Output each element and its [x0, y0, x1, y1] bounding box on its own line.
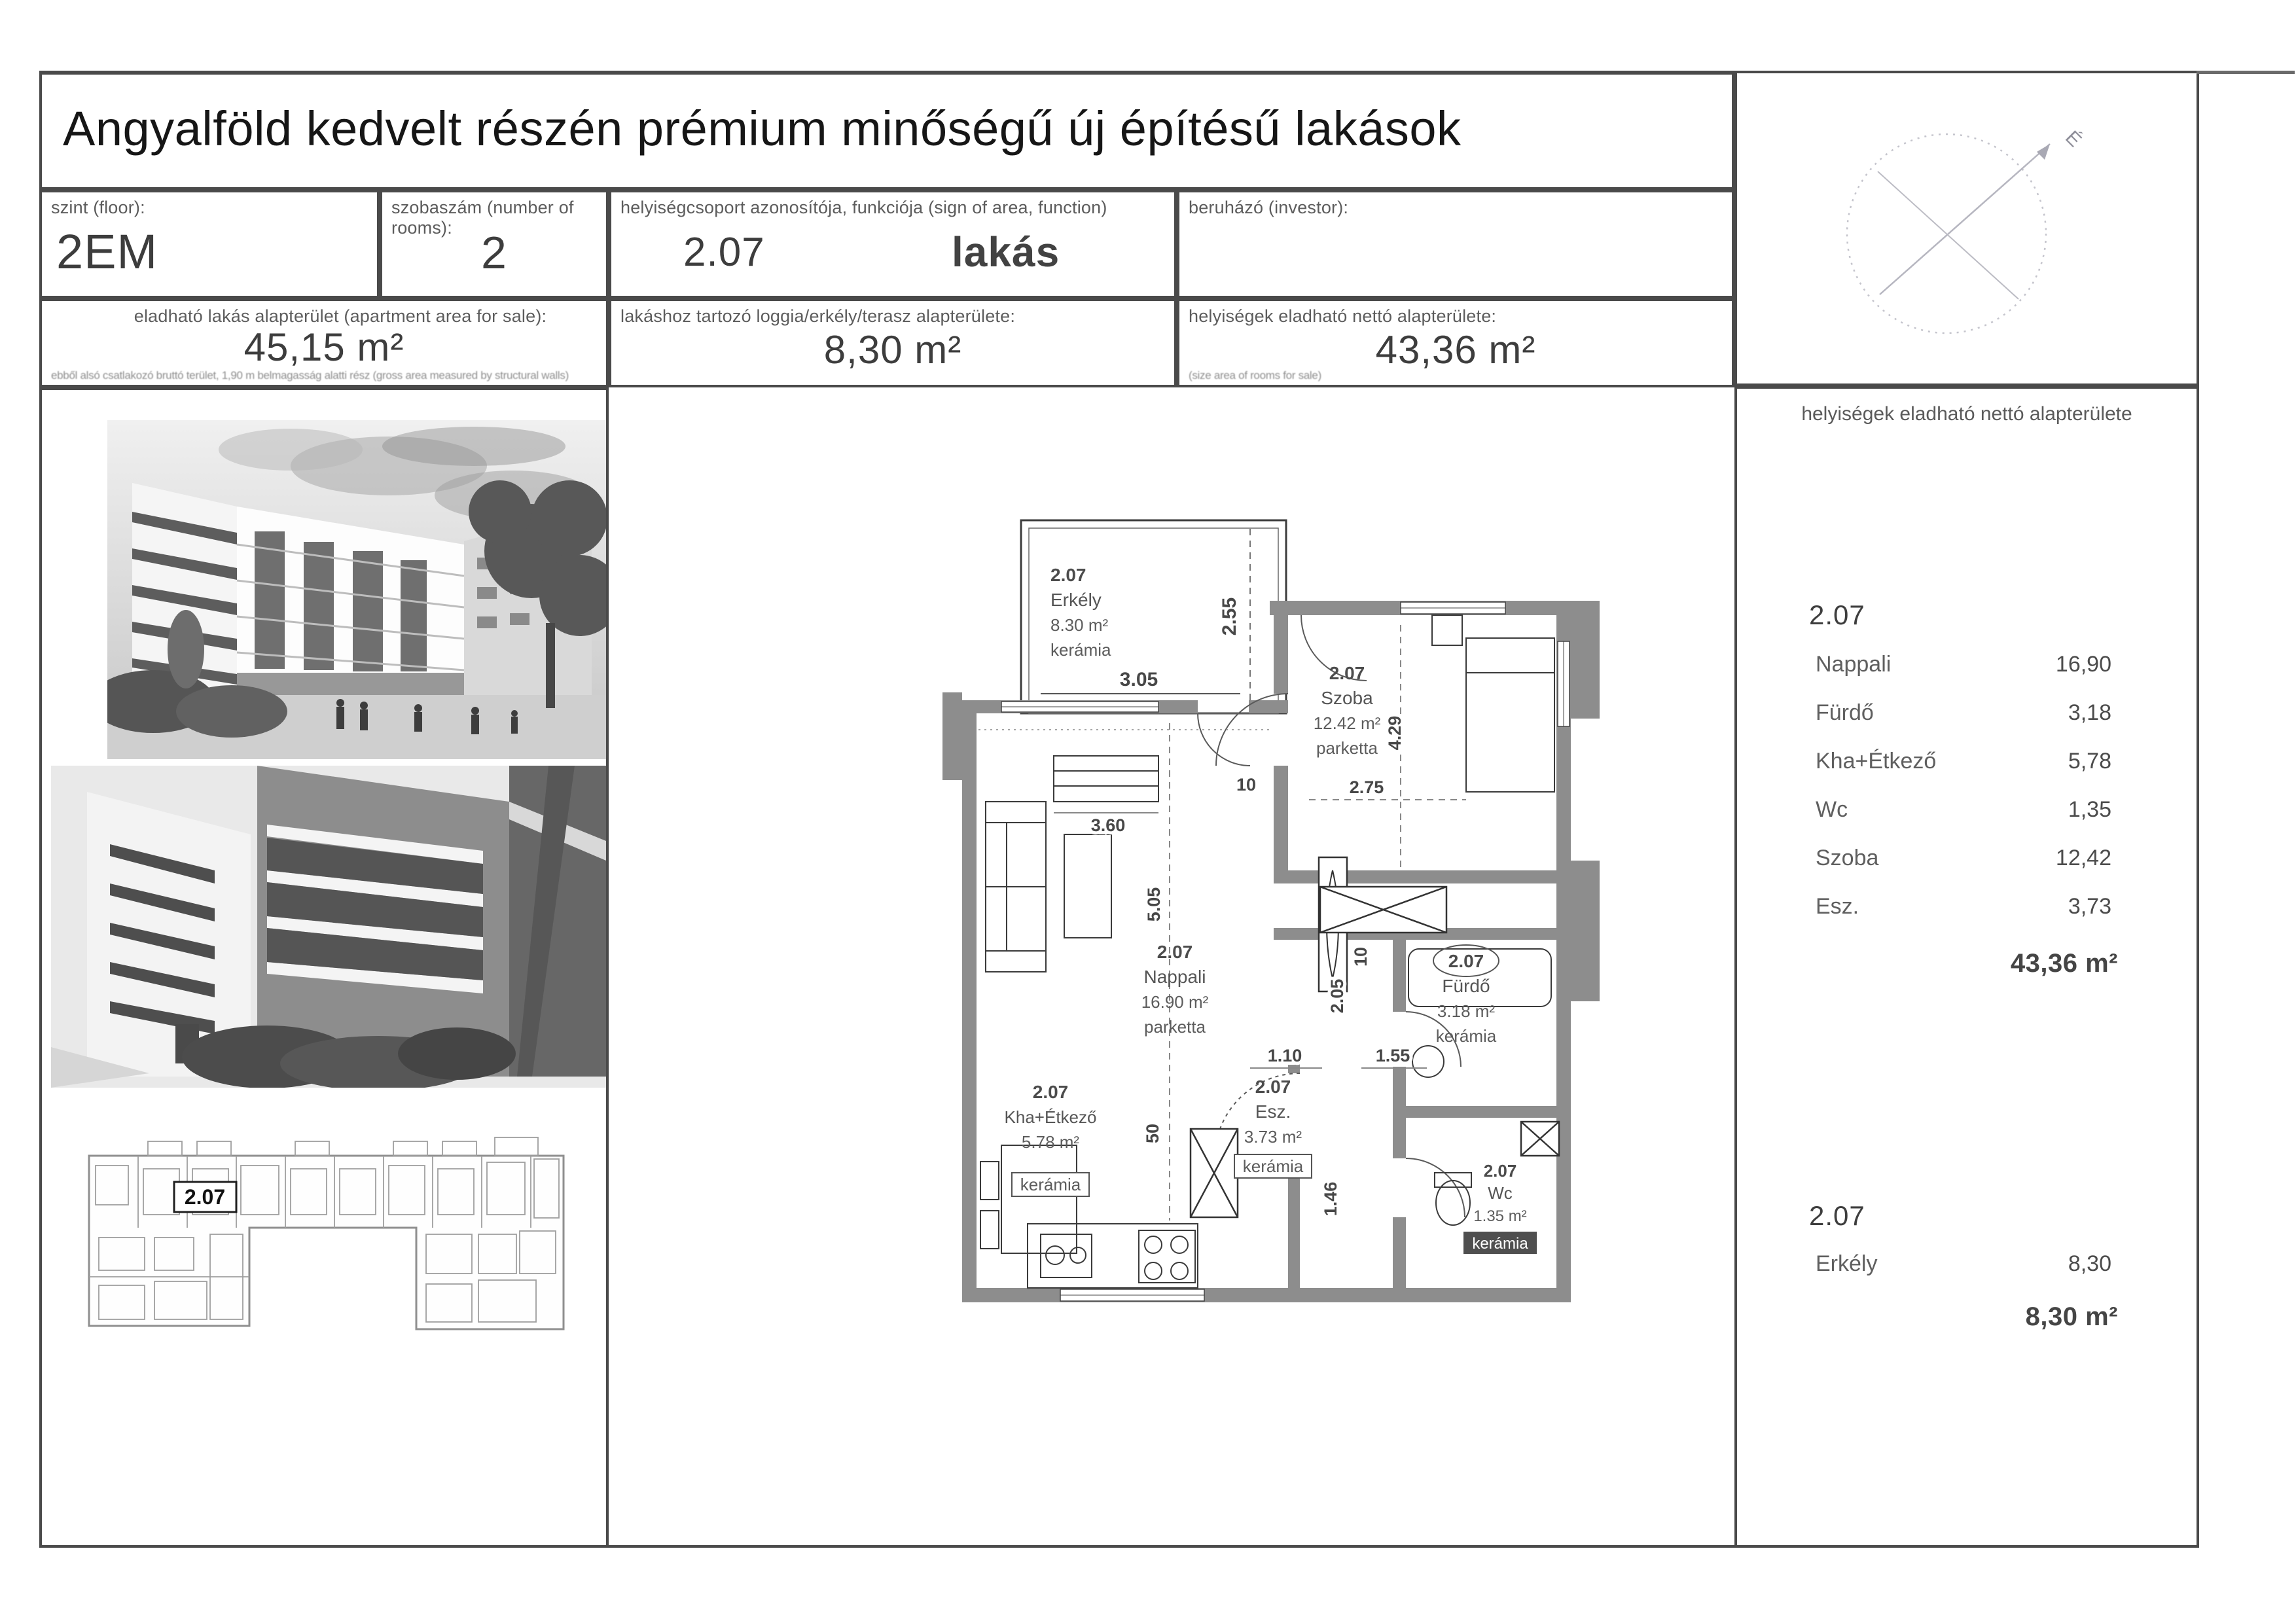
svg-text:2.07: 2.07 — [1255, 1077, 1291, 1097]
room-row-value: 3,73 — [2068, 894, 2111, 919]
investor-cell — [1177, 190, 1734, 298]
room-label-kha — [1005, 1082, 1097, 1196]
page-title: Angyalföld kedvelt részén prémium minőségű új építésű lakások — [63, 101, 1462, 156]
floor-overview-plan — [76, 1130, 588, 1348]
room-row-label: Fürdő — [1816, 700, 1874, 725]
svg-text:kerámia: kerámia — [1472, 1235, 1528, 1253]
room-row-value: 5,78 — [2068, 749, 2111, 774]
svg-text:1.10: 1.10 — [1267, 1046, 1302, 1065]
apartment-floorplan — [942, 504, 1610, 1355]
svg-text:kerámia: kerámia — [1020, 1175, 1081, 1194]
svg-text:1.46: 1.46 — [1321, 1181, 1340, 1217]
compass-icon — [1737, 73, 2197, 383]
overview-unit-label: 2.07 — [184, 1185, 226, 1209]
room-label-nappali — [1141, 942, 1209, 1037]
sidebar-unit-2: 2.07 — [1809, 1200, 1865, 1231]
apartment-area-cell — [39, 298, 609, 387]
room-row-value: 1,35 — [2068, 797, 2111, 822]
svg-text:kerámia: kerámia — [1050, 640, 1111, 660]
room-area-sidebar — [1734, 386, 2199, 1548]
border-extension — [2197, 71, 2295, 74]
balcony-row-value: 8,30 — [2068, 1251, 2111, 1276]
svg-text:2.07: 2.07 — [1050, 565, 1086, 585]
svg-text:3.18 m²: 3.18 m² — [1437, 1001, 1496, 1021]
svg-text:10: 10 — [1351, 946, 1371, 967]
svg-text:5.05: 5.05 — [1144, 887, 1164, 922]
balcony-area-label: lakáshoz tartozó loggia/erkély/terasz alapterülete: — [620, 306, 1016, 326]
svg-text:2.05: 2.05 — [1327, 978, 1347, 1014]
apartment-area-footnote: ebből alsó csatlakozó bruttó terület, 1,90 m belmagasság alatti rész (gross area measured by structural walls) — [51, 369, 569, 382]
svg-text:10: 10 — [1236, 775, 1257, 794]
compass-north-label: É — [2061, 126, 2086, 152]
svg-text:2.07: 2.07 — [1157, 942, 1193, 962]
room-label-szoba — [1314, 663, 1381, 758]
title-box — [39, 71, 1734, 190]
svg-text:Fürdő: Fürdő — [1442, 976, 1490, 996]
unit-id-value: 2.07 — [683, 230, 765, 275]
svg-text:2.07: 2.07 — [1448, 951, 1484, 971]
building-photo-street-view — [107, 420, 606, 759]
room-row-value: 12,42 — [2055, 846, 2111, 870]
svg-text:2.75: 2.75 — [1349, 777, 1384, 797]
svg-text:parketta: parketta — [1144, 1017, 1206, 1037]
svg-text:Nappali: Nappali — [1143, 967, 1206, 987]
compass-box — [1734, 71, 2199, 386]
svg-text:3.60: 3.60 — [1090, 815, 1126, 835]
svg-text:Kha+Étkező: Kha+Étkező — [1004, 1107, 1097, 1127]
floor-label: szint (floor): — [51, 198, 145, 217]
apartment-area-label: eladható lakás alapterület (apartment area for sale): — [134, 306, 547, 326]
svg-text:4.29: 4.29 — [1385, 715, 1405, 751]
room-count-value: 2 — [481, 227, 507, 278]
svg-text:50: 50 — [1143, 1123, 1162, 1144]
net-total: 43,36 m² — [2010, 949, 2118, 978]
room-label-furdo — [1433, 945, 1499, 1046]
building-photo-facade-view — [51, 766, 606, 1088]
dim-balcony-width: 3.05 — [1119, 669, 1158, 690]
sidebar-unit-1: 2.07 — [1809, 599, 1865, 630]
svg-text:parketta: parketta — [1316, 738, 1378, 758]
room-count-cell — [380, 190, 609, 298]
room-row-label: Nappali — [1816, 652, 1892, 677]
svg-text:1.35 m²: 1.35 m² — [1473, 1207, 1527, 1225]
balcony-area-value: 8,30 m² — [823, 328, 962, 372]
unit-id-cell — [609, 190, 1177, 298]
investor-label: beruházó (investor): — [1189, 198, 1349, 217]
center-bottom-border — [609, 1545, 1734, 1548]
room-row-value: 3,18 — [2068, 700, 2111, 725]
svg-text:2.07: 2.07 — [1032, 1082, 1069, 1102]
svg-text:kerámia: kerámia — [1435, 1026, 1497, 1046]
balcony-row-label: Erkély — [1816, 1251, 1878, 1276]
net-area-value: 43,36 m² — [1375, 328, 1536, 372]
svg-text:Esz.: Esz. — [1255, 1101, 1291, 1122]
svg-text:Szoba: Szoba — [1321, 688, 1373, 708]
room-row-label: Szoba — [1816, 846, 1879, 870]
svg-text:Wc: Wc — [1488, 1183, 1513, 1203]
svg-text:5.78 m²: 5.78 m² — [1021, 1132, 1080, 1152]
room-count-label: szobaszám (number of rooms): — [391, 198, 574, 238]
unit-function-value: lakás — [952, 228, 1060, 276]
dim-balcony-depth: 2.55 — [1219, 597, 1240, 636]
balcony-total: 8,30 m² — [2025, 1302, 2118, 1331]
svg-text:Erkély: Erkély — [1050, 590, 1102, 610]
svg-text:16.90 m²: 16.90 m² — [1141, 992, 1209, 1012]
room-row-value: 16,90 — [2055, 652, 2111, 677]
net-area-label: helyiségek eladható nettó alapterülete: — [1189, 306, 1497, 326]
unit-id-label: helyiségcsoport azonosítója, funkciója (sign of area, function) — [620, 198, 1107, 217]
net-area-cell — [1177, 298, 1734, 387]
net-area-footnote: (size area of rooms for sale) — [1189, 369, 1321, 382]
floor-cell — [39, 190, 380, 298]
room-label-wc — [1463, 1161, 1537, 1254]
room-row-label: Esz. — [1816, 894, 1859, 919]
svg-text:1.55: 1.55 — [1375, 1046, 1410, 1065]
svg-text:8.30 m²: 8.30 m² — [1050, 615, 1109, 635]
svg-text:kerámia: kerámia — [1242, 1156, 1304, 1176]
closet-icon — [1320, 887, 1446, 933]
balcony-area-cell — [609, 298, 1177, 387]
svg-text:12.42 m²: 12.42 m² — [1313, 713, 1381, 733]
room-row-label: Wc — [1816, 797, 1848, 822]
svg-text:2.07: 2.07 — [1483, 1161, 1517, 1181]
room-row-label: Kha+Étkező — [1816, 749, 1937, 774]
svg-text:2.07: 2.07 — [1329, 663, 1365, 683]
apartment-area-value: 45,15 m² — [243, 325, 404, 369]
svg-text:3.73 m²: 3.73 m² — [1244, 1127, 1302, 1147]
left-column — [39, 387, 609, 1548]
floor-value: 2EM — [56, 224, 158, 279]
sidebar-title: helyiségek eladható nettó alapterülete — [1801, 403, 2132, 425]
